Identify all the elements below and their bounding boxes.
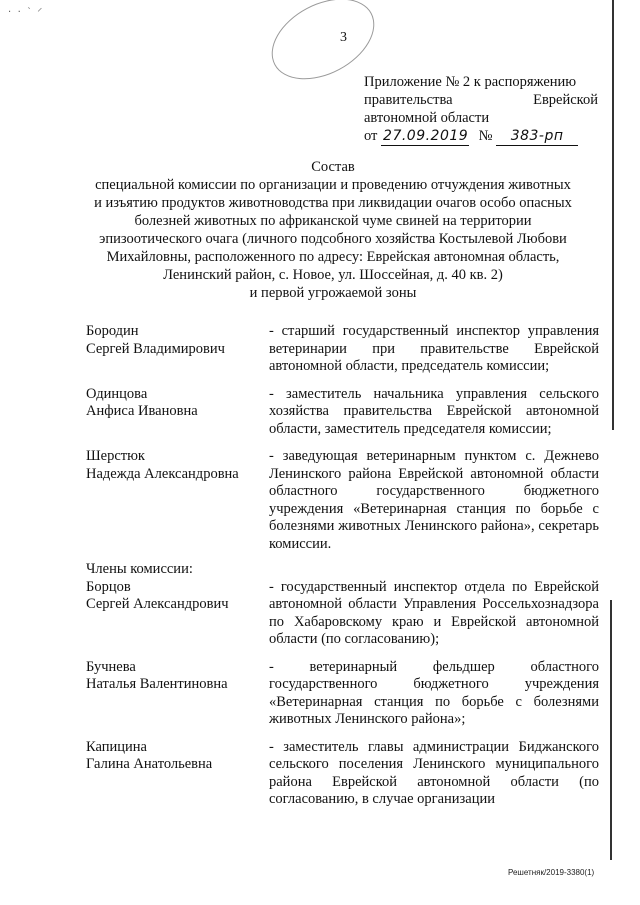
member-entry (86, 659, 606, 729)
member-surname: Одинцова (86, 385, 148, 402)
member-given-names: Надежда Александровна (86, 465, 239, 482)
title-line: Михайловны, расположенного по адресу: Еврейская автономная область, (106, 249, 560, 265)
commission-list (86, 323, 606, 819)
member-role: - заведующая ветеринарным пунктом с. Дежнево Ленинского района Еврейской автономной области областного государственного бюджетного учреждения «Ветеринарная станция по борьбе с болезнями животных Ленинского района», секретарь комиссии. (269, 448, 599, 552)
appendix-line-1: Приложение № 2 к распоряжению (364, 74, 577, 90)
member-name (86, 739, 269, 809)
date-value: 27.09.2019 (383, 128, 469, 144)
title-line: болезней животных по африканской чуме свиней на территории (134, 213, 532, 229)
member-entry (86, 448, 606, 553)
scan-corner-marks: ‧ ‧ ˋ ⸍ (8, 7, 45, 18)
member-name (86, 448, 269, 553)
member-surname: Борцов (86, 578, 131, 595)
document-title (70, 158, 596, 302)
scan-edge-line-lower (610, 600, 612, 860)
scan-edge-line (612, 0, 614, 430)
title-line: специальной комиссии по организации и проведению отчуждения животных (95, 177, 571, 193)
member-surname: Бородин (86, 323, 139, 339)
member-given-names: Анфиса Ивановна (86, 403, 198, 419)
appendix-line-2-right: Еврейской (533, 92, 598, 108)
member-surname: Шерстюк (86, 448, 145, 464)
member-entry (86, 386, 606, 439)
member-role: - заместитель начальника управления сельского хозяйства правительства Еврейской автономной области, заместитель председателя комиссии; (269, 385, 599, 437)
page-number: 3 (340, 30, 347, 45)
member-role: - старший государственный инспектор управления ветеринарии при правительстве Еврейской автономной области, председатель комиссии; (269, 323, 599, 374)
member-given-names: Наталья Валентиновна (86, 676, 228, 692)
appendix-line-3: автономной области (364, 110, 490, 126)
date-prefix: от (364, 128, 378, 144)
title-line: эпизоотического очага (личного подсобного хозяйства Костылевой Любови (99, 231, 567, 247)
appendix-header (364, 73, 598, 146)
member-role: - государственный инспектор отдела по Еврейской автономной области Управления Россельхознадзора по Хабаровскому краю и Еврейской автономной области (по согласованию); (269, 578, 599, 647)
title-line: и первой угрожаемой зоны (249, 285, 417, 301)
member-given-names: Сергей Александрович (86, 596, 229, 612)
member-surname: Бучнева (86, 658, 136, 675)
document-code: Решетняк/2019-3380(1) (508, 868, 595, 877)
members-label: Члены комиссии: (86, 561, 193, 577)
appendix-line-2 (364, 91, 598, 109)
member-name (86, 659, 269, 729)
title-line: Ленинский район, с. Новое, ул. Шоссейная, д. 40 кв. 2) (163, 267, 503, 283)
member-surname: Капицина (86, 738, 147, 755)
member-name (86, 323, 269, 376)
title-line: и изъятию продуктов животноводства при ликвидации очагов особо опасных (94, 195, 572, 211)
member-name (86, 579, 269, 649)
appendix-date-line (364, 127, 598, 146)
member-name (86, 386, 269, 439)
member-role: - ветеринарный фельдшер областного государственного бюджетного учреждения «Ветеринарная станция по борьбе с болезнями животных Ленинского района»; (269, 658, 599, 727)
member-entry (86, 739, 606, 809)
member-role: - заместитель главы администрации Биджанского сельского поселения Ленинского муниципального района Еврейской автономной области (по согласованию, в случае организации (269, 738, 599, 807)
member-entry (86, 579, 606, 649)
appendix-line-2-left: правительства (364, 92, 453, 108)
title-heading: Состав (311, 159, 355, 175)
number-sign: № (478, 128, 493, 144)
member-entry (86, 323, 606, 376)
member-given-names: Сергей Владимирович (86, 340, 225, 357)
member-given-names: Галина Анатольевна (86, 756, 213, 772)
number-value: 383-рп (496, 127, 578, 146)
